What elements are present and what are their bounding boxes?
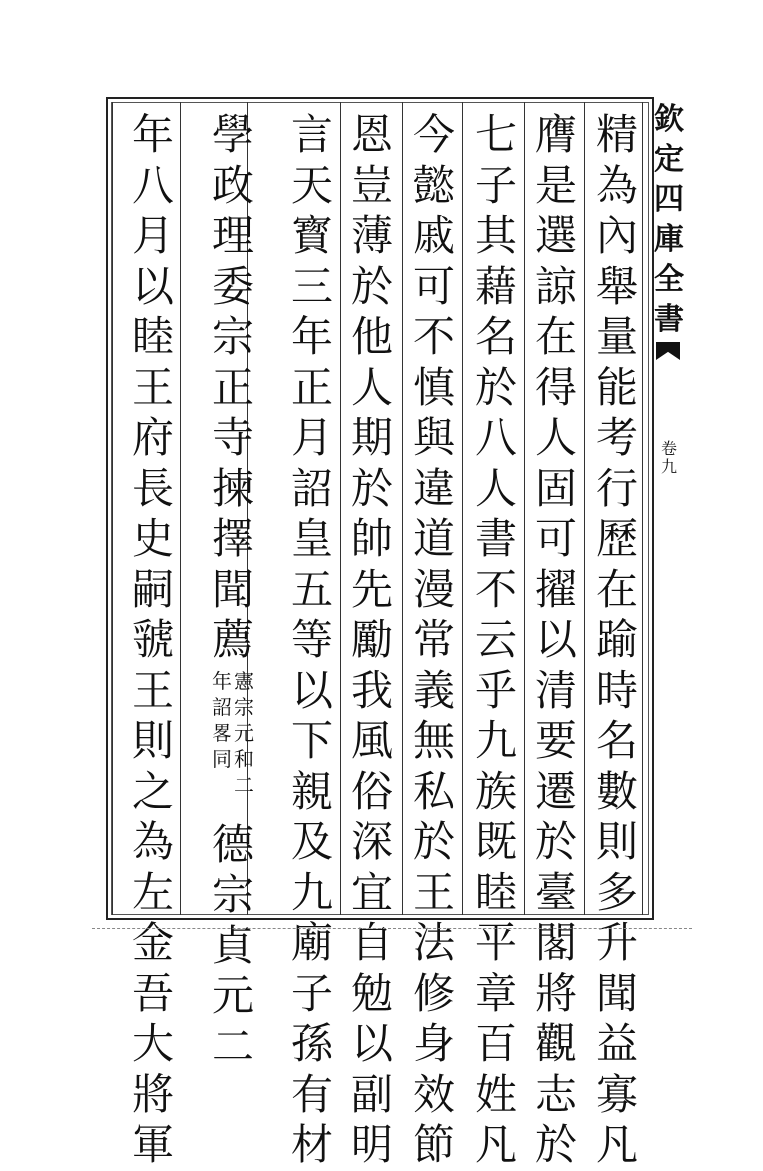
glyph: 清: [534, 665, 577, 715]
glyph: 行: [595, 463, 638, 513]
glyph: 王: [131, 665, 174, 715]
glyph: 五: [290, 564, 333, 614]
glyph: 聞: [595, 968, 638, 1018]
glyph: 不: [412, 312, 455, 361]
glyph: 長: [131, 463, 174, 513]
glyph: 豈: [350, 160, 393, 210]
glyph: 於: [412, 817, 455, 866]
glyph: 年: [131, 110, 174, 159]
glyph: 正: [290, 362, 333, 412]
glyph: 閣: [534, 918, 577, 967]
glyph: 是: [534, 160, 577, 210]
glyph: 於: [474, 362, 517, 412]
glyph: 深: [350, 817, 393, 866]
glyph: 三: [290, 261, 333, 311]
glyph: 理: [211, 211, 254, 260]
glyph: 人: [474, 463, 517, 513]
glyph: 帥: [350, 514, 393, 563]
glyph: 宗: [211, 312, 254, 361]
glyph: 為: [595, 160, 638, 210]
glyph: 違: [412, 463, 455, 513]
glyph: 元: [234, 720, 254, 745]
text-column-c1: [588, 110, 646, 1171]
column-tail: [212, 820, 254, 1073]
margin-title-char: 書: [654, 302, 684, 337]
glyph: 以: [131, 261, 174, 311]
glyph: 凡: [474, 1120, 517, 1169]
glyph: 等: [290, 615, 333, 664]
glyph: 則: [131, 716, 174, 765]
glyph: 德: [211, 819, 254, 869]
glyph: 益: [595, 1019, 638, 1068]
glyph: 聞: [211, 564, 254, 614]
glyph: 期: [350, 413, 393, 462]
margin-title-char: 四: [654, 182, 684, 217]
margin-title-char: 定: [654, 142, 684, 177]
glyph: 睦: [131, 312, 174, 361]
fishtail-mark-icon: [656, 342, 680, 360]
glyph: 在: [595, 564, 638, 614]
volume-char: 卷: [660, 439, 677, 458]
glyph: 俗: [350, 766, 393, 816]
glyph: 於: [534, 1120, 577, 1169]
glyph: 他: [350, 312, 393, 361]
glyph: 以: [290, 665, 333, 715]
glyph: 膺: [534, 110, 577, 159]
glyph: 諒: [534, 261, 577, 311]
note-line-right: [234, 668, 254, 798]
glyph: 子: [474, 160, 517, 210]
glyph: 九: [474, 716, 517, 765]
volume-char: 九: [660, 457, 677, 476]
glyph: 慎: [412, 362, 455, 412]
glyph: 藉: [474, 261, 517, 311]
glyph: 時: [595, 665, 638, 715]
glyph: 在: [534, 312, 577, 361]
glyph: 平: [474, 918, 517, 967]
glyph: 之: [131, 766, 174, 816]
glyph: 貞: [211, 920, 254, 970]
bottom-edge: [92, 928, 692, 935]
glyph: 委: [211, 261, 254, 311]
glyph: 寳: [290, 211, 333, 260]
glyph: 正: [211, 362, 254, 412]
glyph: 材: [290, 1120, 333, 1169]
glyph: 歷: [595, 514, 638, 563]
glyph: 遷: [534, 766, 577, 816]
glyph: 及: [290, 817, 333, 866]
glyph: 左: [131, 867, 174, 917]
glyph: 王: [131, 362, 174, 412]
glyph: 月: [131, 211, 174, 260]
glyph: 道: [412, 514, 455, 563]
glyph: 云: [474, 615, 517, 664]
glyph: 明: [350, 1120, 393, 1169]
glyph: 有: [290, 1069, 333, 1119]
glyph: 能: [595, 362, 638, 412]
glyph: 自: [350, 918, 393, 967]
glyph: 可: [534, 514, 577, 563]
glyph: 既: [474, 817, 517, 866]
glyph: 九: [290, 867, 333, 917]
glyph: 百: [474, 1019, 517, 1068]
glyph: 內: [595, 211, 638, 260]
text-column-c2: [527, 110, 585, 1171]
glyph: 下: [290, 716, 333, 765]
volume-label: [656, 440, 682, 476]
glyph: 廟: [290, 918, 333, 967]
glyph: 族: [474, 766, 517, 816]
glyph: 今: [412, 110, 455, 159]
glyph: 懿: [412, 160, 455, 210]
glyph: 八: [474, 413, 517, 462]
glyph: 風: [350, 716, 393, 765]
glyph: 無: [412, 716, 455, 765]
glyph: 不: [474, 564, 517, 614]
glyph: 史: [131, 514, 174, 563]
glyph: 憲: [234, 668, 254, 693]
glyph: 嗣: [131, 564, 174, 614]
glyph: 漫: [412, 564, 455, 614]
text-column-c6: [283, 110, 341, 1171]
glyph: 親: [290, 766, 333, 816]
glyph: 子: [290, 968, 333, 1018]
interlinear-note: [212, 668, 254, 798]
glyph: 人: [350, 362, 393, 412]
glyph: 孫: [290, 1019, 333, 1068]
glyph: 勵: [350, 615, 393, 664]
glyph: 臺: [534, 867, 577, 917]
glyph: 名: [595, 716, 638, 765]
glyph: 同: [212, 746, 232, 771]
glyph: 則: [595, 817, 638, 866]
glyph: 揀: [211, 463, 254, 513]
glyph: 天: [290, 160, 333, 210]
glyph: 副: [350, 1069, 393, 1119]
margin-title-char: 庫: [654, 222, 684, 257]
glyph: 虢: [131, 615, 174, 664]
glyph: 節: [412, 1120, 455, 1169]
glyph: 量: [595, 312, 638, 361]
glyph: 八: [131, 160, 174, 210]
glyph: 於: [534, 817, 577, 866]
glyph: 以: [350, 1019, 393, 1068]
glyph: 勉: [350, 968, 393, 1018]
glyph: 年: [290, 312, 333, 361]
text-column-c8: [124, 110, 182, 1171]
glyph: 月: [290, 413, 333, 462]
glyph: 考: [595, 413, 638, 462]
glyph: 元: [211, 971, 254, 1020]
glyph: 可: [412, 261, 455, 311]
glyph: 於: [350, 261, 393, 311]
glyph: 王: [412, 867, 455, 917]
glyph: 學: [211, 110, 254, 159]
note-line-left: [212, 668, 232, 798]
glyph: 薦: [211, 615, 254, 664]
glyph: 軍: [131, 1120, 174, 1169]
glyph: 要: [534, 716, 577, 765]
glyph: 吾: [131, 968, 174, 1018]
glyph: 書: [474, 514, 517, 563]
glyph: 皇: [290, 514, 333, 563]
glyph: 姓: [474, 1069, 517, 1119]
glyph: 戚: [412, 211, 455, 260]
column-rule: [402, 102, 403, 915]
glyph: 舉: [595, 261, 638, 311]
margin-title-char: 欽: [654, 102, 684, 137]
glyph: 睦: [474, 867, 517, 917]
glyph: 擢: [534, 564, 577, 614]
glyph: 凡: [595, 1120, 638, 1169]
glyph: 詔: [290, 463, 333, 513]
glyph: 效: [412, 1069, 455, 1119]
glyph: 宗: [234, 694, 254, 719]
glyph: 身: [412, 1019, 455, 1068]
glyph: 金: [131, 918, 174, 967]
text-column-c4: [405, 110, 463, 1171]
glyph: 寺: [211, 413, 254, 462]
glyph: 言: [290, 110, 333, 159]
text-column-c3: [467, 110, 525, 1171]
glyph: 名: [474, 312, 517, 361]
glyph: 年: [212, 668, 232, 693]
column-rule: [112, 102, 113, 915]
margin-title: [654, 100, 684, 340]
glyph: 常: [412, 615, 455, 664]
glyph: 數: [595, 766, 638, 816]
glyph: 宜: [350, 867, 393, 917]
glyph: 七: [474, 110, 517, 159]
glyph: 我: [350, 665, 393, 715]
glyph: 將: [131, 1069, 174, 1119]
glyph: 選: [534, 211, 577, 260]
glyph: 二: [234, 772, 254, 797]
glyph: 義: [412, 665, 455, 715]
glyph: 以: [534, 615, 577, 664]
glyph: 政: [211, 160, 254, 210]
glyph: 薄: [350, 211, 393, 260]
glyph: 詔: [212, 694, 232, 719]
glyph: 將: [534, 968, 577, 1018]
glyph: 其: [474, 211, 517, 260]
glyph: 志: [534, 1069, 577, 1119]
glyph: 章: [474, 968, 517, 1018]
glyph: 固: [534, 463, 577, 513]
margin-title-char: 全: [654, 262, 684, 297]
glyph: 為: [131, 817, 174, 866]
glyph: 乎: [474, 665, 517, 715]
glyph: 二: [211, 1021, 254, 1071]
glyph: 修: [412, 968, 455, 1018]
glyph: 觀: [534, 1019, 577, 1068]
glyph: 宗: [211, 870, 254, 919]
glyph: 升: [595, 918, 638, 967]
glyph: 和: [234, 746, 254, 771]
glyph: 私: [412, 766, 455, 816]
glyph: 多: [595, 867, 638, 917]
glyph: 得: [534, 362, 577, 412]
glyph: 畧: [212, 720, 232, 745]
glyph: 大: [131, 1019, 174, 1068]
text-column-c5: [343, 110, 401, 1171]
glyph: 府: [131, 413, 174, 462]
glyph: 與: [412, 413, 455, 462]
glyph: 寡: [595, 1069, 638, 1119]
glyph: 恩: [350, 110, 393, 159]
glyph: 擇: [211, 514, 254, 563]
glyph: 先: [350, 564, 393, 614]
glyph: 踰: [595, 615, 638, 664]
glyph: 於: [350, 463, 393, 513]
glyph: 精: [595, 110, 638, 159]
glyph: 人: [534, 413, 577, 462]
glyph: 法: [412, 918, 455, 967]
